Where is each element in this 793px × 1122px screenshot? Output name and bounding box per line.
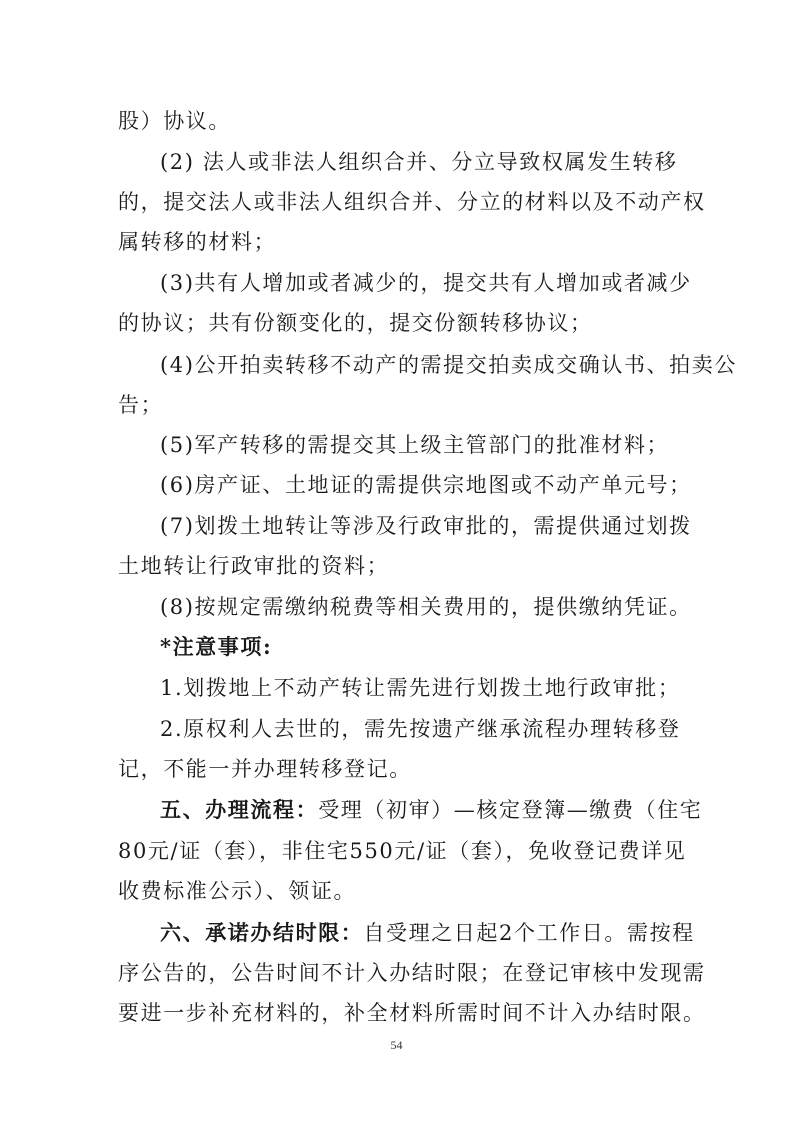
text-line: 2.原权利人去世的，需先按遗产继承流程办理转移登 — [160, 717, 681, 741]
text-line: 告； — [118, 393, 164, 417]
text-line: (4)公开拍卖转移不动产的需提交拍卖成交确认书、拍卖公 — [160, 353, 737, 377]
text-line: (3)共有人增加或者减少的，提交共有人增加或者减少 — [160, 271, 692, 295]
process-text: 受理（初审）—核定登簿—缴费（住宅 — [318, 798, 703, 822]
text-line: (2) 法人或非法人组织合并、分立导致权属发生转移 — [160, 150, 678, 174]
text-line: 要进一步补充材料的，补全材料所需时间不计入办结时限。 — [118, 1001, 706, 1025]
text-line: 1.划拨地上不动产转让需先进行划拨土地行政审批； — [160, 676, 681, 700]
deadline-text: 自受理之日起2个工作日。需按程 — [363, 921, 695, 945]
page-number: 54 — [390, 1038, 403, 1052]
text-line: (8)按规定需缴纳税费等相关费用的，提供缴纳凭证。 — [160, 595, 692, 619]
text-line: 属转移的材料； — [118, 230, 277, 254]
text-line: 的，提交法人或非法人组织合并、分立的材料以及不动产权 — [118, 190, 706, 214]
text-line: 序公告的，公告时间不计入办结时限；在登记审核中发现需 — [118, 961, 706, 985]
text-line: (7)划拨土地转让等涉及行政审批的，需提供通过划拨 — [160, 514, 692, 538]
text-line: 记，不能一并办理转移登记。 — [118, 757, 412, 781]
text-line: (5)军产转移的需提交其上级主管部门的批准材料； — [160, 433, 670, 457]
text-line: (6)房产证、土地证的需提供宗地图或不动产单元号； — [160, 473, 692, 497]
process-heading: 五、办理流程： — [160, 797, 319, 822]
deadline-heading: 六、承诺办结时限： — [160, 920, 364, 945]
deadline-line — [160, 918, 720, 948]
process-line — [160, 795, 720, 825]
text-line: 土地转让行政审批的资料； — [118, 554, 390, 578]
text-line: 收费标准公示）、领证。 — [118, 879, 357, 903]
text-line: 的协议；共有份额变化的，提交份额转移协议； — [118, 311, 593, 335]
text-line: 80元/证（套），非住宅550元/证（套），免收登记费详见 — [118, 839, 687, 863]
notice-heading: *注意事项: — [160, 634, 273, 659]
text-line: 股）协议。 — [118, 109, 231, 133]
